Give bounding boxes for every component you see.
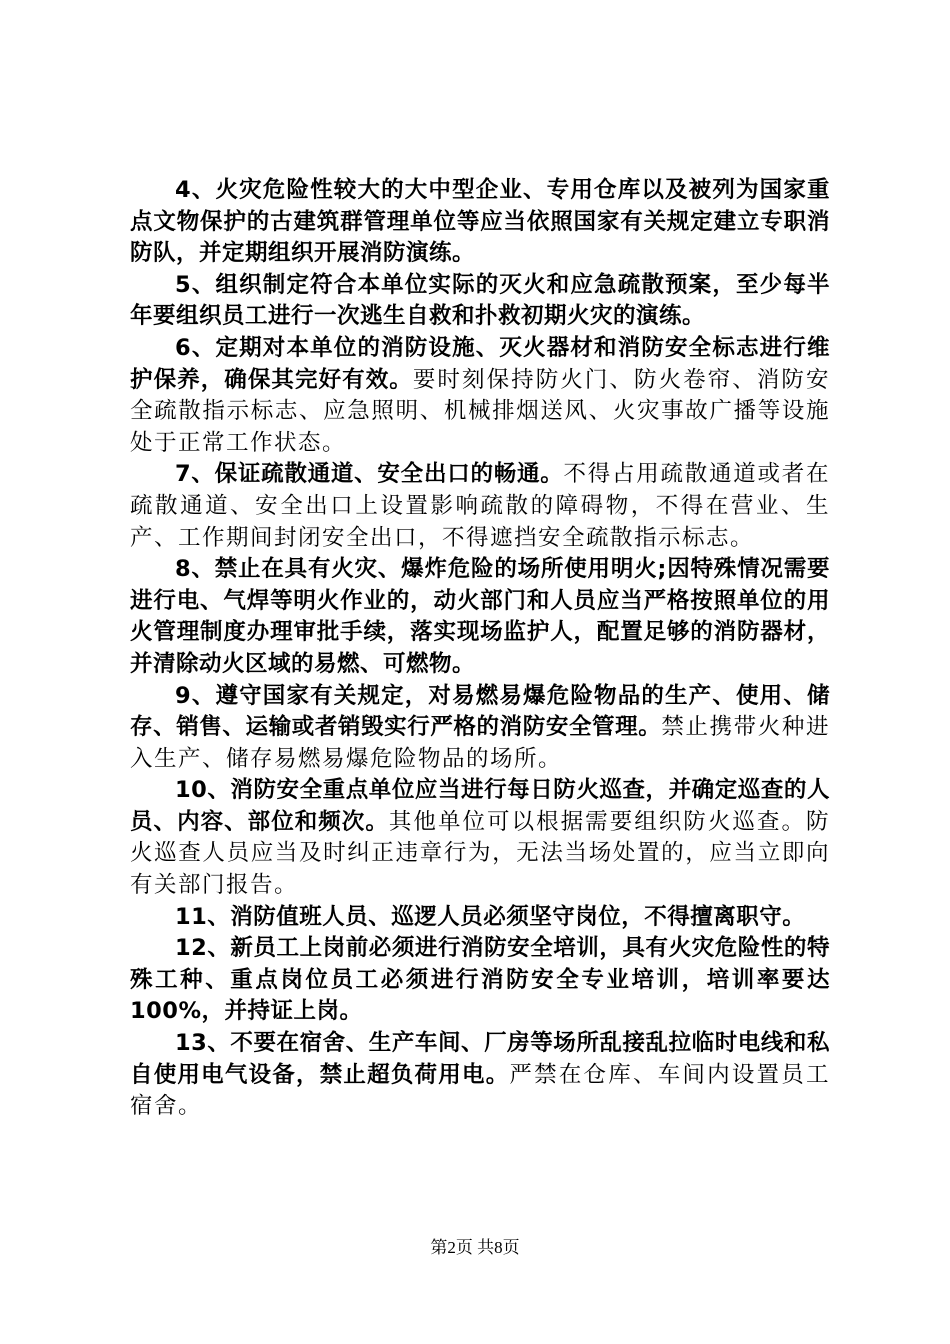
paragraph-main-text: 12、新员工上岗前必须进行消防安全培训，具有火灾危险性的特殊工种、重点岗位员工必须进行消防安全专业培训，培训率要达100%，并持证上岗。 [130,935,830,1025]
paragraph-detail-text: 禁止携带火种进入生产、储存易燃易爆危险物品的场所。 [130,714,830,772]
paragraph-main-text: 7、保证疏散通道、安全出口的畅通。 [175,461,564,488]
page-number: 第2页 共8页 [430,1238,520,1257]
paragraph-item-4 [130,175,830,270]
paragraph-item-12 [130,933,830,1028]
paragraph-main-text: 10、消防安全重点单位应当进行每日防火巡查，并确定巡查的人员、内容、部位和频次。 [130,777,830,835]
paragraph-main-text: 6、定期对本单位的消防设施、灭火器材和消防安全标志进行维护保养，确保其完好有效。 [130,334,830,393]
page-footer [0,1237,950,1259]
paragraph-item-5 [130,270,830,333]
paragraph-main-text: 4、火灾危险性较大的大中型企业、专用仓库以及被列为国家重点文物保护的古建筑群管理单位等应当依照国家有关规定建立专职消防队，并定期组织开展消防演练。 [130,177,830,267]
paragraph-item-6 [130,333,830,459]
paragraph-detail-text: 要时刻保持防火门、防火卷帘、消防安全疏散指示标志、应急照明、机械排烟送风、火灾事故广播等设施处于正常工作状态。 [130,366,830,456]
paragraph-detail-text: 不得占用疏散通道或者在疏散通道、安全出口上设置影响疏散的障碍物，不得在营业、生产、工作期间封闭安全出口，不得遮挡安全疏散指示标志。 [130,461,830,551]
paragraph-item-8 [130,554,830,680]
paragraph-item-9 [130,681,830,776]
paragraph-main-text: 8、禁止在具有火灾、爆炸危险的场所使用明火;因特殊情况需要进行电、气焊等明火作业的，动火部门和人员应当严格按照单位的用火管理制度办理审批手续，落实现场监护人，配置足够的消防器材，并清除动火区域的易燃、可燃物。 [130,556,830,677]
paragraph-main-text: 5、组织制定符合本单位实际的灭火和应急疏散预案，至少每半年要组织员工进行一次逃生自救和扑救初期火灾的演练。 [130,271,830,330]
paragraph-main-text: 9、遵守国家有关规定，对易燃易爆危险物品的生产、使用、储存、销售、运输或者销毁实行严格的消防安全管理。 [130,682,830,741]
paragraph-item-7 [130,459,830,554]
document-body [130,175,830,1123]
paragraph-main-text: 13、不要在宿舍、生产车间、厂房等场所乱接乱拉临时电线和私自使用电气设备，禁止超负荷用电。 [130,1030,830,1088]
paragraph-item-13 [130,1028,830,1123]
paragraph-item-10 [130,775,830,901]
paragraph-main-text: 11、消防值班人员、巡逻人员必须坚守岗位，不得擅离职守。 [175,903,806,930]
paragraph-detail-text: 严禁在仓库、车间内设置员工宿舍。 [130,1061,830,1120]
paragraph-detail-text: 其他单位可以根据需要组织防火巡查。防火巡查人员应当及时纠正违章行为，无法当场处置的，应当立即向有关部门报告。 [130,808,830,899]
paragraph-item-11 [130,902,830,934]
